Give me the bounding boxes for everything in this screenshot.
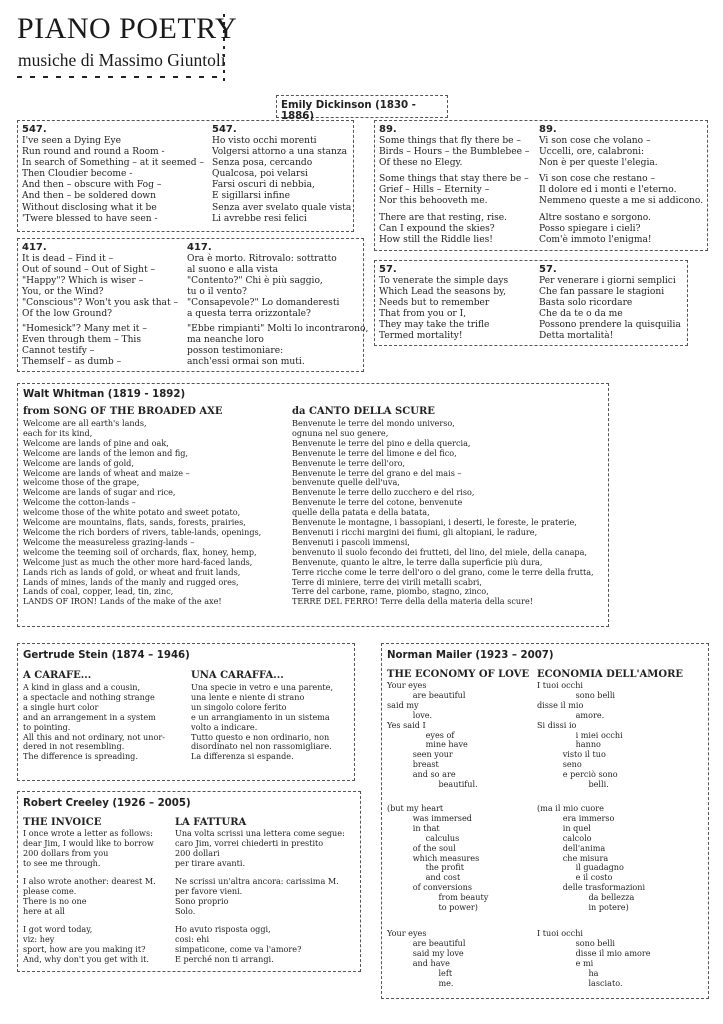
poem-line: please come.: [23, 885, 77, 896]
poem-line: The difference is spreading.: [23, 751, 138, 762]
mailer-poem-en-stanza-1: [387, 681, 478, 790]
poem-line: breast: [387, 759, 439, 770]
poem-line: said my: [387, 699, 419, 710]
poem-line: Terre ricche come le terre dell'oro o del grano, come le terre della frutta,: [292, 566, 594, 577]
poem-line: are beautiful: [387, 689, 466, 700]
poem-line: belli.: [537, 779, 609, 790]
poem-line: posson testimoniare:: [187, 346, 284, 357]
whitman-poem-en: [23, 419, 261, 607]
poem-line: Il dolore ed i monti e l'eterno.: [539, 185, 677, 196]
poem-line: Can I expound the skies?: [379, 224, 495, 235]
poem-line: That from you or I,: [379, 309, 467, 320]
poem-line: I tuoi occhi: [537, 680, 584, 690]
stein-heading: Gertrude Stein (1874 – 1946): [23, 650, 190, 661]
dickinson-heading-box: [276, 95, 448, 122]
poem-line: I've seen a Dying Eye: [22, 136, 122, 146]
poem-89-en-stanza-3: [379, 213, 507, 246]
poem-line: ognuna nel suo genere,: [292, 427, 389, 438]
whitman-heading: Walt Whitman (1819 - 1892): [23, 389, 186, 400]
poem-line: seno: [537, 759, 582, 770]
poem-line: Lands of mines, lands of the manly and rugged ores,: [23, 576, 239, 587]
poem-57-number-it: 57.: [539, 264, 557, 275]
poem-line: Benvenute le terre dell'oro,: [292, 457, 406, 468]
poem-line: un singolo colore ferito: [191, 701, 287, 712]
poem-89-box: [374, 120, 708, 251]
dickinson-heading: Emily Dickinson (1830 - 1886): [281, 100, 416, 122]
poem-line: Themself – as dumb –: [22, 357, 122, 368]
poem-line: Solo.: [175, 905, 196, 916]
poem-line: Welcome are lands of gold,: [23, 457, 134, 468]
mailer-poem-it-stanza-2: [537, 804, 645, 913]
poem-line: They may take the trifle: [379, 320, 490, 331]
poem-line: sono belli: [537, 689, 616, 700]
poem-line: Needs but to remember: [379, 298, 490, 309]
poem-line: 200 dollari: [175, 847, 220, 858]
poem-line: and cost: [387, 872, 461, 883]
poem-line: love.: [387, 709, 433, 720]
poem-line: Lands rich as lands of gold, or wheat and fruit lands,: [23, 566, 241, 577]
poem-line: amore.: [537, 709, 605, 720]
poem-line: Welcome the cotton-lands –: [23, 497, 136, 508]
poem-line: in potere): [537, 902, 629, 913]
poem-line: Benvenute le terre del limone e del fico,: [292, 447, 457, 458]
poem-line: the profit: [387, 862, 464, 873]
mailer-title-en: THE ECONOMY OF LOVE: [387, 669, 530, 680]
poem-89-it-stanza-3: [539, 213, 652, 246]
poem-line: hanno: [537, 739, 601, 750]
poem-line: Ora è morto. Ritrovalo: sottratto: [187, 254, 337, 264]
poem-line: Welcome are lands of sugar and rice,: [23, 487, 176, 498]
poem-line: che misura: [537, 852, 609, 863]
poem-line: Altre sostano e sorgono.: [539, 213, 651, 223]
poem-line: e il costo: [537, 872, 613, 883]
mailer-title-it: ECONOMIA DELL'AMORE: [537, 669, 684, 680]
poem-line: Some things that fly there be –: [379, 136, 521, 146]
poem-line: TERRE DEL FERRO! Terre della della materia della scure!: [292, 596, 534, 607]
poem-547-box: [17, 120, 354, 232]
page-title: PIANO POETRY: [17, 12, 238, 45]
poem-line: are beautiful: [387, 937, 466, 948]
poem-line: How still the Riddle lies!: [379, 235, 493, 246]
creeley-poem-it-stanza-1: [175, 829, 345, 869]
poem-line: of conversions: [387, 882, 473, 893]
poem-line: "Conscious"? Won't you ask that –: [22, 298, 179, 309]
poem-417-it-stanza-2: [187, 324, 368, 368]
poem-line: benvenute quelle dell'uva,: [292, 477, 400, 488]
poem-417-en-stanza-1: [22, 254, 178, 321]
poem-line: visto il tuo: [537, 749, 606, 760]
poem-89-it-stanza-2: [539, 174, 703, 207]
poem-line: anch'essi ormai son muti.: [187, 357, 305, 368]
poem-line: Una volta scrissi una lettera come segue:: [175, 828, 345, 838]
poem-line: Welcome are lands of wheat and maize –: [23, 467, 190, 478]
poem-line: "Happy"? Which is wiser –: [22, 276, 144, 287]
poem-line: Nemmeno queste a me si addicono.: [539, 196, 704, 207]
poem-line: Volgersi attorno a una stanza: [212, 147, 348, 158]
poem-line: eyes of: [387, 729, 455, 740]
poem-57-en: [379, 276, 508, 343]
dotted-rule: [17, 74, 227, 80]
poem-line: I tuoi occhi: [537, 928, 584, 938]
poem-line: Tutto questo e non ordinario, non: [191, 731, 330, 742]
poem-line: caro Jim, vorrei chiederti in prestito: [175, 837, 324, 848]
mailer-poem-it-stanza-3: [537, 929, 651, 988]
poem-line: calcolo: [537, 832, 592, 843]
poem-line: Cannot testify –: [22, 346, 95, 357]
poem-line: una lente e niente di strano: [191, 691, 305, 702]
poem-line: from beauty: [387, 892, 489, 903]
poem-line: A kind in glass and a cousin,: [23, 682, 141, 692]
poem-line: Ne scrissi un'altra ancora: carissima M.: [175, 876, 339, 886]
poem-line: Then Cloudier become -: [22, 169, 133, 180]
page-subtitle: musiche di Massimo Giuntoli: [18, 50, 226, 70]
poem-line: I once wrote a letter as follows:: [23, 828, 153, 838]
poem-line: There are that resting, rise.: [379, 213, 508, 223]
poem-line: simpaticone, come va l'amore?: [175, 943, 302, 954]
poem-line: You, or the Wind?: [22, 287, 104, 298]
poem-line: Out of sound – Out of Sight –: [22, 265, 156, 276]
poem-line: volto a indicare.: [191, 721, 258, 732]
poem-57-box: [374, 260, 688, 346]
poem-line: disse il mio: [537, 699, 584, 710]
poem-line: Uccelli, ore, calabroni:: [539, 147, 645, 158]
poem-line: i miei occhi: [537, 729, 623, 740]
poem-line: "Ebbe rimpianti" Molti lo incontrarono,: [187, 324, 369, 334]
poem-line: to power): [387, 902, 478, 913]
poem-line: Grief – Hills – Eternity –: [379, 185, 490, 196]
creeley-poem-it-stanza-3: [175, 925, 301, 965]
poem-line: All this and not ordinary, not unor-: [23, 731, 165, 742]
poem-line: Welcome the rich borders of rivers, table-lands, openings,: [23, 526, 262, 537]
poem-line: LANDS OF IRON! Lands of the make of the axe!: [23, 596, 222, 607]
poem-line: Benvenute le terre del grano e del mais –: [292, 467, 462, 478]
poem-line: me.: [387, 977, 454, 988]
poem-line: dell'anima: [537, 842, 606, 853]
poem-547-number-it: 547.: [212, 124, 237, 135]
poem-89-it-stanza-1: [539, 136, 658, 169]
poem-line: ha: [537, 967, 599, 978]
poem-line: quelle della patata e della batata,: [292, 507, 430, 518]
poem-line: Termed mortality!: [379, 331, 463, 342]
poem-line: Possono prendere la quisquilia: [539, 320, 681, 331]
poem-line: to pointing.: [23, 721, 71, 732]
poem-line: Ho visto occhi morenti: [212, 136, 317, 146]
poem-57-it: [539, 276, 681, 343]
poem-line: left: [387, 967, 453, 978]
poem-line: Farsi oscuri di nebbia,: [212, 180, 315, 191]
poem-line: Vi son cose che restano –: [539, 174, 656, 184]
poem-line: dear Jim, I would like to borrow: [23, 837, 154, 848]
poem-line: Qualcosa, poi velarsi: [212, 169, 308, 180]
poem-line: e mi: [537, 957, 594, 968]
poem-line: Basta solo ricordare: [539, 298, 633, 309]
poem-line: mine have: [387, 739, 468, 750]
poem-line: Nor this behooveth me.: [379, 196, 488, 207]
poem-line: and an arrangement in a system: [23, 711, 156, 722]
poem-line: benvenuto il suolo fecondo dei frutteti, del lino, del miele, della canapa,: [292, 546, 587, 557]
poem-line: Welcome are lands of the lemon and fig,: [23, 447, 188, 458]
dotted-rule-vertical: [221, 14, 227, 84]
poem-line: Benvenute le terre del pino e della quercia,: [292, 437, 471, 448]
poem-line: Run round and round a Room -: [22, 147, 165, 158]
mailer-box: [381, 643, 709, 999]
poem-line: per favore vieni.: [175, 885, 243, 896]
stein-title-en: A CARAFE...: [23, 670, 92, 681]
poem-547-en: [22, 136, 204, 225]
poem-line: said my love: [387, 947, 464, 958]
poem-417-it-stanza-1: [187, 254, 339, 321]
poem-line: Welcome just as much the other more hard-faced lands,: [23, 556, 253, 567]
stein-title-it: UNA CARAFFA...: [191, 670, 284, 681]
poem-line: Of these no Elegy.: [379, 158, 463, 169]
poem-417-number-en: 417.: [22, 242, 47, 253]
creeley-poem-it-stanza-2: [175, 877, 339, 917]
poem-line: calculus: [387, 832, 460, 843]
poem-line: To venerate the simple days: [379, 276, 509, 286]
poem-line: E sigillarsi infine: [212, 191, 290, 202]
poem-89-number-it: 89.: [539, 124, 557, 135]
poem-57-number-en: 57.: [379, 264, 397, 275]
poem-line: Without disclosing what it be: [22, 202, 157, 213]
whitman-title-en: from SONG OF THE BROADED AXE: [23, 406, 223, 417]
stein-box: [17, 643, 355, 781]
poem-line: Com'è immoto l'enigma!: [539, 235, 652, 246]
mailer-poem-en-stanza-2: [387, 804, 488, 913]
poem-line: Of the low Ground?: [22, 309, 113, 320]
poem-line: (but my heart: [387, 803, 444, 813]
poem-417-number-it: 417.: [187, 242, 212, 253]
poem-line: I also wrote another: dearest M.: [23, 876, 156, 886]
mailer-poem-it-stanza-1: [537, 681, 623, 790]
poem-line: Terre del carbone, rame, piombo, stagno, zinco,: [292, 586, 489, 597]
poem-89-en-stanza-2: [379, 174, 529, 207]
poem-line: ma neanche loro: [187, 335, 264, 346]
poem-line: It is dead – Find it –: [22, 254, 114, 264]
poem-line: Benvenute le montagne, i bassopiani, i deserti, le foreste, le praterie,: [292, 517, 577, 528]
poem-line: In search of Something – at it seemed –: [22, 158, 204, 169]
poem-line: "Consapevole?" Lo domanderesti: [187, 298, 340, 309]
creeley-poem-en-stanza-3: [23, 925, 149, 965]
mailer-heading: Norman Mailer (1923 – 2007): [387, 650, 554, 661]
mailer-poem-en-stanza-3: [387, 929, 465, 988]
poem-line: And, why don't you get with it.: [23, 953, 149, 964]
poem-89-number-en: 89.: [379, 124, 397, 135]
poem-line: Which Lead the seasons by,: [379, 287, 506, 298]
poem-line: welcome those of the grape,: [23, 477, 140, 488]
creeley-title-it: LA FATTURA: [175, 817, 247, 828]
poem-line: tu o il vento?: [187, 287, 247, 298]
poem-line: and so are: [387, 769, 456, 780]
poem-line: And then – obscure with Fog –: [22, 180, 162, 191]
poem-417-box: [17, 238, 369, 372]
creeley-title-en: THE INVOICE: [23, 817, 102, 828]
stein-poem-en: [23, 683, 165, 762]
poem-line: I got word today,: [23, 924, 93, 934]
poem-line: Lands of coal, copper, lead, tin, zinc,: [23, 586, 174, 597]
poem-line: Per venerare i giorni semplici: [539, 276, 676, 286]
poem-line: Si dissi io: [537, 719, 577, 730]
poem-line: il guadagno: [537, 862, 624, 873]
whitman-poem-it: [292, 419, 594, 607]
poem-line: welcome the teeming soil of orchards, flax, honey, hemp,: [23, 546, 257, 557]
poem-line: Che fan passare le stagioni: [539, 287, 665, 298]
poem-line: La differenza si espande.: [191, 751, 294, 762]
poem-line: Benvenuti i ricchi margini dei fiumi, gli altopiani, le radure,: [292, 526, 538, 537]
poem-line: Posso spiegare i cieli?: [539, 224, 641, 235]
poem-line: Benvenuti i pascoli immensi,: [292, 536, 410, 547]
poem-line: al suono e alla vista: [187, 265, 279, 276]
poem-line: da bellezza: [537, 892, 635, 903]
poem-line: Benvenute le terre dello zucchero e del riso,: [292, 487, 475, 498]
poem-line: in quel: [537, 822, 591, 833]
creeley-heading: Robert Creeley (1926 – 2005): [23, 798, 191, 809]
poem-line: Welcome the measureless grazing-lands –: [23, 536, 195, 547]
poem-line: disse il mio amore: [537, 947, 651, 958]
poem-line: welcome those of the white potato and sweet potato,: [23, 507, 241, 518]
poem-line: Your eyes: [387, 680, 427, 690]
poem-line: beautiful.: [387, 779, 478, 790]
poem-89-en-stanza-1: [379, 136, 529, 169]
poem-547-number-en: 547.: [22, 124, 47, 135]
poem-line: Welcome are all earth's lands,: [23, 418, 147, 428]
poem-line: Welcome are mountains, flats, sands, forests, prairies,: [23, 517, 246, 528]
poem-line: disordinato nel non rassomigliare.: [191, 741, 332, 752]
poem-line: sport, how are you making it?: [23, 943, 146, 954]
poem-line: a single hurt color: [23, 701, 99, 712]
poem-line: a questa terra orizzontale?: [187, 309, 311, 320]
poem-line: e un arrangiamento in un sistema: [191, 711, 330, 722]
poem-line: Your eyes: [387, 928, 427, 938]
poem-line: Benvenute, quanto le altre, le terre dalla superficie più dura,: [292, 556, 543, 567]
poem-line: Benvenute le terre del cotone, benvenute: [292, 497, 463, 508]
poem-line: era immerso: [537, 812, 615, 823]
poem-line: Vi son cose che volano –: [539, 136, 651, 146]
creeley-poem-en-stanza-1: [23, 829, 154, 869]
poem-line: each for its kind,: [23, 427, 93, 438]
poem-line: Che da te o da me: [539, 309, 623, 320]
poem-line: Some things that stay there be –: [379, 174, 529, 184]
poem-417-en-stanza-2: [22, 324, 147, 368]
poem-line: There is no one: [23, 895, 87, 906]
poem-line: Non è per queste l'elegia.: [539, 158, 658, 169]
poem-line: delle trasformazioni: [537, 882, 646, 893]
poem-line: Detta mortalità!: [539, 331, 614, 342]
poem-547-it: [212, 136, 351, 225]
poem-line: viz: hey: [23, 933, 55, 944]
poem-line: E perché non ti arrangi.: [175, 953, 274, 964]
poem-line: "Contento?" Chi è più saggio,: [187, 276, 323, 287]
poem-line: Senza aver svelato quale vista: [212, 202, 352, 213]
poem-line: Li avrebbe resi felici: [212, 213, 307, 224]
poem-line: and have: [387, 957, 450, 968]
poem-line: Una specie in vetro e una parente,: [191, 682, 334, 692]
poem-line: Benvenute le terre del mondo universo,: [292, 418, 455, 428]
whitman-box: [17, 383, 609, 627]
poem-line: 'Twere blessed to have seen -: [22, 213, 158, 224]
poem-line: which measures: [387, 852, 480, 863]
creeley-box: [17, 791, 361, 972]
poem-line: here at all: [23, 905, 65, 916]
poem-line: a spectacle and nothing strange: [23, 691, 155, 702]
poem-line: was immersed: [387, 812, 472, 823]
poem-line: Sono proprio: [175, 895, 229, 906]
poem-line: 200 dollars from you: [23, 847, 109, 858]
poem-line: (ma il mio cuore: [537, 803, 604, 813]
poem-line: "Homesick"? Many met it –: [22, 324, 147, 334]
poem-line: Welcome are lands of pine and oak,: [23, 437, 169, 448]
poem-line: per tirare avanti.: [175, 857, 246, 868]
creeley-poem-en-stanza-2: [23, 877, 156, 917]
poem-line: lasciato.: [537, 977, 623, 988]
poem-line: Senza posa, cercando: [212, 158, 313, 169]
poem-line: cosi: ehi: [175, 933, 210, 944]
poem-line: Terre di miniere, terre dei virili metalli scabri,: [292, 576, 482, 587]
poem-line: Ho avuto risposta oggi,: [175, 924, 271, 934]
poem-line: seen your: [387, 749, 453, 760]
poem-line: dered in not resembling.: [23, 741, 125, 752]
stein-poem-it: [191, 683, 333, 762]
poem-line: sono belli: [537, 937, 616, 948]
poem-line: of the soul: [387, 842, 456, 853]
poem-line: Birds – Hours – the Bumblebee –: [379, 147, 530, 158]
poem-line: And then – be soldered down: [22, 191, 156, 202]
poem-line: in that: [387, 822, 440, 833]
whitman-title-it: da CANTO DELLA SCURE: [292, 406, 435, 417]
poem-line: Even through them – This: [22, 335, 142, 346]
poem-line: Yes said I: [387, 719, 426, 730]
poem-line: e perciò sono: [537, 769, 618, 780]
poem-line: to see me through.: [23, 857, 101, 868]
